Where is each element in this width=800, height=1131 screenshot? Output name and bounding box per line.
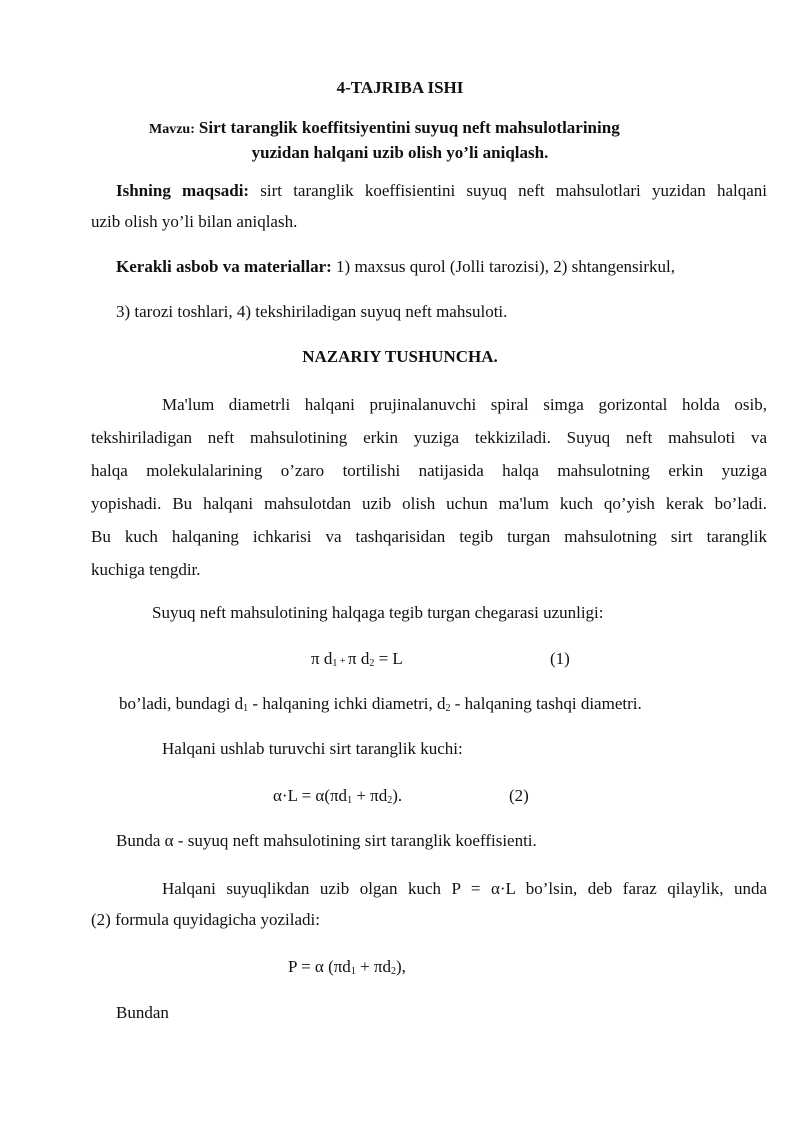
where-subscript: 1 bbox=[243, 703, 249, 714]
formula-2-subscript: 1 bbox=[347, 795, 353, 806]
theory-para5-line-2: (2) formula quyidagicha yoziladi: bbox=[91, 910, 320, 929]
formula-3-part: P = α (πd bbox=[288, 957, 351, 976]
formula-3-subscript: 1 bbox=[350, 966, 356, 977]
formula-1 bbox=[311, 649, 403, 669]
formula-3-subscript: 2 bbox=[390, 966, 396, 977]
where-text: bo’ladi, bundagi d bbox=[119, 694, 244, 713]
theory-para1-line: halqa molekulalarining o’zaro tortilishi natijasida halqa mahsulotning erkin yuziga bbox=[91, 461, 767, 480]
formula-2-part: α·L = α(πd bbox=[273, 786, 348, 805]
purpose-line-1 bbox=[116, 181, 767, 203]
materials-label: Kerakli asbob va materiallar: bbox=[116, 257, 332, 276]
formula-2 bbox=[273, 786, 402, 806]
purpose-text-1: sirt taranglik koeffisientini suyuq neft mahsulotlari yuzidan halqani bbox=[260, 181, 768, 200]
formula-3-part: + πd bbox=[355, 957, 391, 976]
lab-title: 4-TAJRIBA ISHI bbox=[336, 78, 464, 97]
materials-line-1 bbox=[116, 257, 675, 277]
theory-para4: Bunda α - suyuq neft mahsulotining sirt taranglik koeffisienti. bbox=[116, 831, 537, 850]
theory-para1-line: Bu kuch halqaning ichkarisi va tashqarisidan tegib turgan mahsulotning sirt taranglik bbox=[91, 527, 767, 546]
formula-3 bbox=[288, 957, 406, 977]
where-text: - halqaning ichki diametri, d bbox=[248, 694, 446, 713]
formula-1-part: π d bbox=[311, 649, 333, 668]
formula-2-part: + πd bbox=[352, 786, 388, 805]
formula-1-part: = L bbox=[374, 649, 403, 668]
formula-1-subscript: 2 bbox=[369, 658, 375, 669]
where-line bbox=[119, 694, 642, 714]
topic-line-2: yuzidan halqani uzib olish yo’li aniqlash. bbox=[251, 143, 549, 162]
theory-para1-line: kuchiga tengdir. bbox=[91, 560, 201, 579]
formula-1-number: (1) bbox=[550, 649, 570, 668]
purpose-label: Ishning maqsadi: bbox=[116, 181, 250, 200]
formula-3-part: ), bbox=[395, 957, 406, 976]
theory-para2: Suyuq neft mahsulotining halqaga tegib turgan chegarasi uzunligi: bbox=[152, 603, 604, 622]
materials-text-1: 1) maxsus qurol (Jolli tarozisi), 2) shtangensirkul, bbox=[336, 257, 676, 276]
theory-para1-line: yopishadi. Bu halqani mahsulotdan uzib olish uchun ma'lum kuch qo’yish kerak bo’ladi. bbox=[91, 494, 767, 513]
formula-1-plus: + bbox=[337, 656, 348, 667]
topic-line-1 bbox=[149, 118, 620, 138]
formula-2-part: ). bbox=[392, 786, 403, 805]
theory-para1-line: Ma'lum diametrli halqani prujinalanuvchi spiral simga gorizontal holda osib, bbox=[162, 395, 767, 414]
where-subscript: 2 bbox=[445, 703, 451, 714]
formula-2-subscript: 2 bbox=[387, 795, 393, 806]
theory-para1-line: tekshiriladigan neft mahsulotining erkin yuziga tekkiziladi. Suyuq neft mahsuloti va bbox=[91, 428, 767, 447]
topic-text-1: Sirt taranglik koeffitsiyentini suyuq neft mahsulotlarining bbox=[198, 118, 620, 137]
theory-para3: Halqani ushlab turuvchi sirt taranglik kuchi: bbox=[162, 739, 463, 758]
purpose-line-2: uzib olish yo’li bilan aniqlash. bbox=[91, 212, 298, 231]
theory-para5-line-1: Halqani suyuqlikdan uzib olgan kuch P = α·L bo’lsin, deb faraz qilaylik, unda bbox=[162, 879, 767, 898]
formula-1-subscript: 1 bbox=[332, 658, 338, 669]
theory-heading: NAZARIY TUSHUNCHA. bbox=[302, 347, 498, 366]
formula-2-number: (2) bbox=[509, 786, 529, 805]
where-text: - halqaning tashqi diametri. bbox=[450, 694, 642, 713]
materials-line-2: 3) tarozi toshlari, 4) tekshiriladigan suyuq neft mahsuloti. bbox=[116, 302, 508, 321]
theory-para6: Bundan bbox=[116, 1003, 169, 1022]
formula-1-part: π d bbox=[347, 649, 370, 668]
topic-label: Mavzu: bbox=[149, 122, 195, 137]
